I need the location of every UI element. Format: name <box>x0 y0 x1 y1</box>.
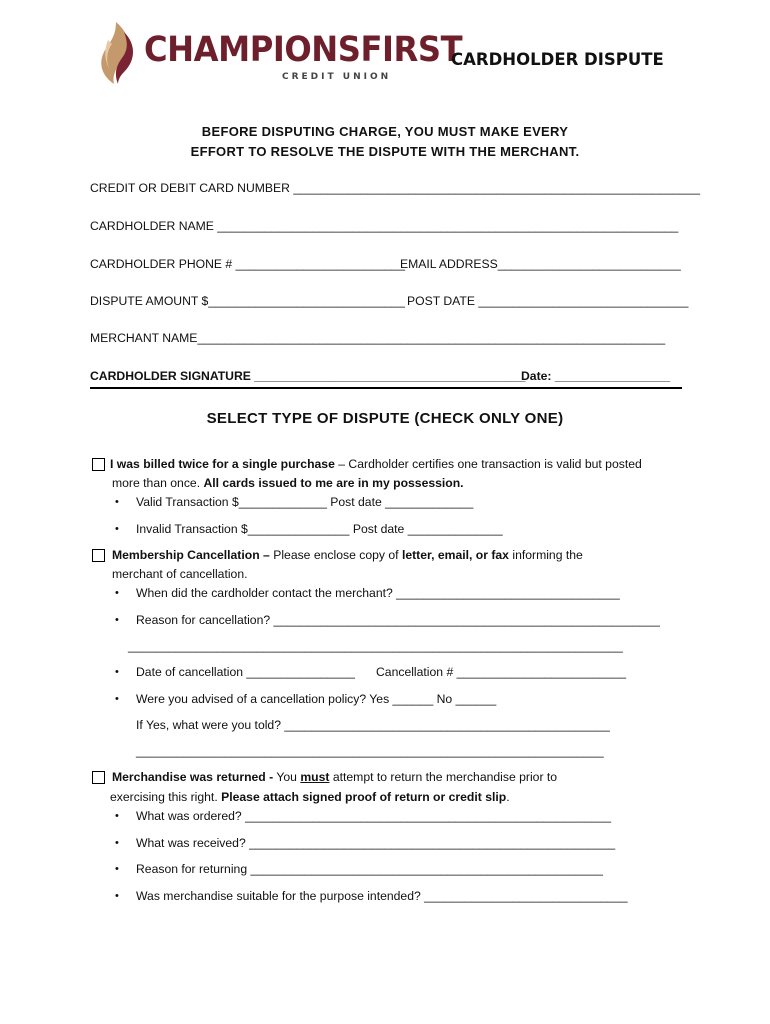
billed-twice-text-line-2 <box>112 476 464 490</box>
logo-subtext: CREDIT UNION <box>282 72 392 82</box>
cancellation-reason-continued[interactable]: _________________________________________________________________________ <box>128 639 623 653</box>
billed-twice-checkbox[interactable] <box>92 458 105 471</box>
bullet-icon: • <box>115 863 119 875</box>
cardholder-name-field[interactable]: CARDHOLDER NAME ____________________________________________________________________ <box>90 219 679 233</box>
signature-date-field[interactable]: Date: _________________ <box>521 369 671 383</box>
invalid-transaction-field[interactable]: Invalid Transaction $_______________ Post date ______________ <box>136 522 503 536</box>
membership-text-line-2: merchant of cancellation. <box>112 567 248 581</box>
what-was-ordered-field[interactable]: What was ordered? ______________________________________________________ <box>136 809 612 823</box>
merchant-name-field[interactable]: MERCHANT NAME_____________________________________________________________________ <box>90 331 666 345</box>
membership-text-line-1 <box>112 548 583 562</box>
bullet-icon: • <box>115 587 119 599</box>
billed-twice-label: I was billed twice for a single purchase <box>110 457 335 471</box>
merchandise-suitable-field[interactable]: Was merchandise suitable for the purpose intended? ______________________________ <box>136 889 628 903</box>
billed-twice-desc-2: more than once. <box>112 476 204 490</box>
bullet-icon: • <box>115 614 119 626</box>
bullet-icon: • <box>115 837 119 849</box>
merchandise-returned-checkbox[interactable] <box>92 771 105 784</box>
bullet-icon: • <box>115 810 119 822</box>
notice-line-1: BEFORE DISPUTING CHARGE, YOU MUST MAKE EVERY <box>201 124 569 139</box>
what-were-you-told-field[interactable]: If Yes, what were you told? ________________________________________________ <box>136 718 610 732</box>
section-divider <box>90 387 682 389</box>
membership-docs: letter, email, or fax <box>401 548 509 562</box>
email-address-field[interactable]: EMAIL ADDRESS___________________________ <box>400 257 681 271</box>
bullet-icon: • <box>115 693 119 705</box>
post-date-field[interactable]: POST DATE _______________________________ <box>407 294 689 308</box>
membership-desc-1: Please enclose copy of <box>269 548 402 562</box>
merchandise-label: Merchandise was returned - <box>112 770 274 784</box>
what-were-you-told-continued[interactable]: _____________________________________________________________________ <box>136 744 604 758</box>
merchandise-period: . <box>506 790 510 804</box>
cancellation-reason-field[interactable]: Reason for cancellation? _________________________________________________________ <box>136 613 660 627</box>
billed-twice-text-line-1 <box>110 457 642 471</box>
bullet-icon: • <box>115 890 119 902</box>
flame-logo-icon <box>94 20 140 86</box>
contact-merchant-field[interactable]: When did the cardholder contact the merchant? _________________________________ <box>136 586 620 600</box>
membership-label: Membership Cancellation – <box>112 548 270 562</box>
cancellation-policy-field[interactable]: Were you advised of a cancellation policy? Yes ______ No ______ <box>136 692 497 706</box>
membership-cancellation-checkbox[interactable] <box>92 549 105 562</box>
merchandise-desc-2: attempt to return the merchandise prior to <box>329 770 558 784</box>
card-number-field[interactable]: CREDIT OR DEBIT CARD NUMBER ____________________________________________________________ <box>90 181 701 195</box>
membership-desc-2: informing the <box>508 548 583 562</box>
billed-twice-desc: – Cardholder certifies one transaction is valid but posted <box>334 457 642 471</box>
document-title: CARDHOLDER DISPUTE <box>451 50 664 69</box>
championsfirst-logo <box>94 20 463 86</box>
valid-transaction-field[interactable]: Valid Transaction $_____________ Post date _____________ <box>136 495 474 509</box>
merchandise-desc-3: exercising this right. <box>110 790 222 804</box>
dispute-amount-field[interactable]: DISPUTE AMOUNT $_____________________________ <box>90 294 405 308</box>
billed-twice-possession: All cards issued to me are in my possession. <box>203 476 464 490</box>
reason-for-returning-field[interactable]: Reason for returning ____________________________________________________ <box>136 862 603 876</box>
bullet-icon: • <box>115 496 119 508</box>
merchandise-proof: Please attach signed proof of return or credit slip <box>221 790 507 804</box>
notice-line-2: EFFORT TO RESOLVE THE DISPUTE WITH THE MERCHANT. <box>190 144 580 159</box>
merchandise-must: must <box>300 770 330 784</box>
logo-wordmark: CHAMPIONSFIRST <box>144 30 463 70</box>
merchandise-text-line-1 <box>112 770 557 784</box>
date-of-cancellation-field[interactable]: Date of cancellation ________________ <box>136 665 355 679</box>
bullet-icon: • <box>115 666 119 678</box>
cancellation-number-field[interactable]: Cancellation # _________________________ <box>376 665 627 679</box>
merchandise-text-line-2 <box>110 790 510 804</box>
section-title: SELECT TYPE OF DISPUTE (CHECK ONLY ONE) <box>206 410 564 427</box>
cardholder-signature-field[interactable]: CARDHOLDER SIGNATURE ________________________________________ <box>90 369 526 383</box>
what-was-received-field[interactable]: What was received? ______________________________________________________ <box>136 836 616 850</box>
bullet-icon: • <box>115 523 119 535</box>
merchandise-desc-1: You <box>273 770 301 784</box>
cardholder-phone-field[interactable]: CARDHOLDER PHONE # _________________________ <box>90 257 406 271</box>
